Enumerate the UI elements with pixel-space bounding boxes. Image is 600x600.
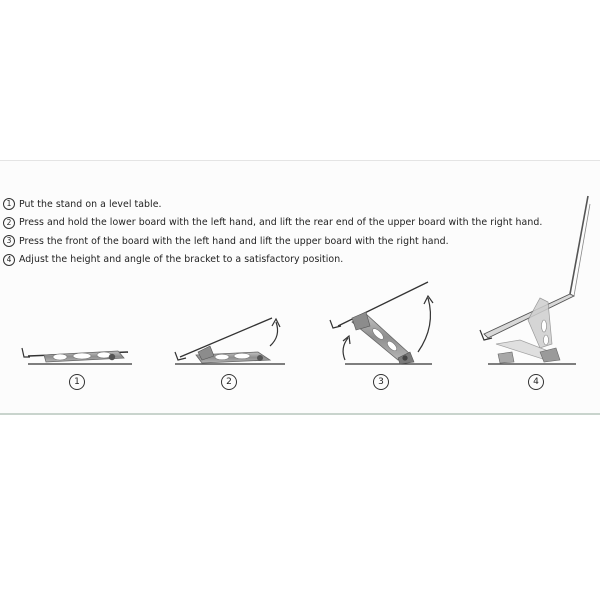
step-text: Adjust the height and angle of the bracket to a satisfactory position.: [19, 254, 344, 266]
step-text: Put the stand on a level table.: [19, 198, 162, 210]
figure-2-caption: 2: [221, 374, 237, 390]
step-number: 1: [3, 198, 15, 210]
figure-1-folded-stand: [22, 348, 132, 364]
step-number: 3: [3, 235, 15, 247]
figure-3-board-lifted: [330, 282, 433, 364]
figure-4-caption: 4: [528, 374, 544, 390]
step-number: 4: [3, 254, 15, 266]
step-text: Press and hold the lower board with the left hand, and lift the rear end of the upper board with the right hand.: [19, 217, 543, 229]
figure-1-caption: 1: [69, 374, 85, 390]
step-number: 2: [3, 217, 15, 229]
figure-4-laptop-adjusted: [480, 196, 590, 364]
figure-2-rear-raised: [175, 318, 285, 364]
figure-3-caption: 3: [373, 374, 389, 390]
step-text: Press the front of the board with the left hand and lift the upper board with the right hand.: [19, 235, 449, 247]
